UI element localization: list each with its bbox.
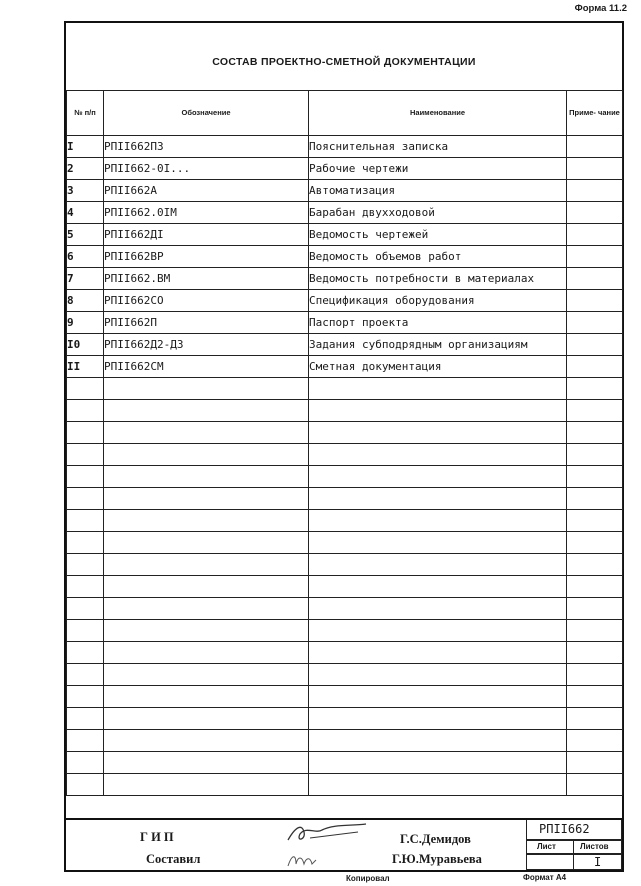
row-note xyxy=(567,268,623,290)
empty-cell xyxy=(309,554,567,576)
row-code: РПII662СО xyxy=(104,290,309,312)
empty-cell xyxy=(567,510,623,532)
empty-cell xyxy=(67,576,104,598)
row-name: Барабан двухходовой xyxy=(309,202,567,224)
row-name: Сметная документация xyxy=(309,356,567,378)
row-code: РПII662Д2-Д3 xyxy=(104,334,309,356)
empty-cell xyxy=(567,620,623,642)
signature-gip xyxy=(282,820,372,846)
empty-cell xyxy=(67,708,104,730)
empty-row xyxy=(67,378,623,400)
documents-table xyxy=(66,90,623,796)
empty-cell xyxy=(309,642,567,664)
row-name: Ведомость потребности в материалах xyxy=(309,268,567,290)
empty-cell xyxy=(104,488,309,510)
empty-cell xyxy=(67,642,104,664)
empty-cell xyxy=(67,620,104,642)
sheets-label-box xyxy=(573,840,622,854)
signature-compiled xyxy=(284,850,324,872)
empty-cell xyxy=(104,620,309,642)
empty-row xyxy=(67,510,623,532)
empty-cell xyxy=(567,576,623,598)
empty-cell xyxy=(567,730,623,752)
empty-cell xyxy=(104,708,309,730)
empty-row xyxy=(67,620,623,642)
row-code: РПII662П xyxy=(104,312,309,334)
empty-cell xyxy=(67,554,104,576)
row-note xyxy=(567,158,623,180)
table-row xyxy=(67,334,623,356)
row-name: Ведомость чертежей xyxy=(309,224,567,246)
empty-cell xyxy=(67,774,104,796)
empty-cell xyxy=(67,466,104,488)
empty-row xyxy=(67,400,623,422)
header-note: Приме- чание xyxy=(567,91,623,136)
empty-cell xyxy=(309,466,567,488)
row-code: РПII662ВР xyxy=(104,246,309,268)
header-designation: Обозначение xyxy=(104,91,309,136)
empty-cell xyxy=(309,378,567,400)
row-num: 8 xyxy=(67,290,104,312)
empty-row xyxy=(67,752,623,774)
empty-cell xyxy=(67,510,104,532)
empty-cell xyxy=(104,422,309,444)
row-num: 9 xyxy=(67,312,104,334)
row-note xyxy=(567,136,623,158)
empty-cell xyxy=(67,400,104,422)
empty-cell xyxy=(567,598,623,620)
empty-row xyxy=(67,708,623,730)
empty-row xyxy=(67,730,623,752)
table-row xyxy=(67,180,623,202)
row-note xyxy=(567,312,623,334)
row-code: РПII662ДI xyxy=(104,224,309,246)
copied-label: Копировал xyxy=(346,874,390,883)
header-name: Наименование xyxy=(309,91,567,136)
row-num: 6 xyxy=(67,246,104,268)
form-label: Форма 11.2 xyxy=(574,3,627,14)
row-note xyxy=(567,356,623,378)
sheets-label: Листов xyxy=(580,842,609,851)
empty-cell xyxy=(567,664,623,686)
empty-cell xyxy=(309,730,567,752)
empty-cell xyxy=(309,444,567,466)
table-row xyxy=(67,136,623,158)
empty-cell xyxy=(567,774,623,796)
empty-cell xyxy=(309,620,567,642)
empty-cell xyxy=(67,730,104,752)
empty-row xyxy=(67,686,623,708)
row-num: 2 xyxy=(67,158,104,180)
sheet-label-box xyxy=(526,840,574,854)
empty-row xyxy=(67,532,623,554)
row-note xyxy=(567,224,623,246)
empty-cell xyxy=(104,752,309,774)
row-num: 3 xyxy=(67,180,104,202)
person-compiled: Г.Ю.Муравьева xyxy=(392,852,482,866)
table-row xyxy=(67,312,623,334)
row-num: I xyxy=(67,136,104,158)
empty-cell xyxy=(567,708,623,730)
empty-cell xyxy=(567,554,623,576)
row-name: Паспорт проекта xyxy=(309,312,567,334)
row-name: Автоматизация xyxy=(309,180,567,202)
table-row xyxy=(67,356,623,378)
row-name: Спецификация оборудования xyxy=(309,290,567,312)
header-num: № п/п xyxy=(67,91,104,136)
empty-cell xyxy=(309,488,567,510)
row-note xyxy=(567,246,623,268)
sheets-value-box xyxy=(573,854,622,870)
empty-cell xyxy=(567,642,623,664)
table-row xyxy=(67,268,623,290)
empty-row xyxy=(67,488,623,510)
row-name: Ведомость объемов работ xyxy=(309,246,567,268)
empty-cell xyxy=(67,444,104,466)
empty-cell xyxy=(567,422,623,444)
row-num: 7 xyxy=(67,268,104,290)
empty-cell xyxy=(104,730,309,752)
empty-row xyxy=(67,466,623,488)
table-row xyxy=(67,158,623,180)
empty-cell xyxy=(309,532,567,554)
row-code: РПII662.0IМ xyxy=(104,202,309,224)
empty-cell xyxy=(104,444,309,466)
empty-row xyxy=(67,422,623,444)
empty-cell xyxy=(104,554,309,576)
empty-cell xyxy=(309,664,567,686)
empty-cell xyxy=(104,774,309,796)
empty-cell xyxy=(104,378,309,400)
empty-row xyxy=(67,554,623,576)
empty-cell xyxy=(67,664,104,686)
table-row xyxy=(67,246,623,268)
empty-cell xyxy=(104,400,309,422)
empty-row xyxy=(67,576,623,598)
empty-cell xyxy=(104,576,309,598)
sheet-label: Лист xyxy=(537,842,556,851)
empty-cell xyxy=(67,422,104,444)
row-num: 5 xyxy=(67,224,104,246)
sheet-value-box xyxy=(526,854,574,870)
empty-cell xyxy=(309,708,567,730)
document-title: СОСТАВ ПРОЕКТНО-СМЕТНОЙ ДОКУМЕНТАЦИИ xyxy=(212,56,476,68)
empty-cell xyxy=(67,598,104,620)
empty-cell xyxy=(67,532,104,554)
role-compiled: Составил xyxy=(146,852,201,866)
empty-cell xyxy=(67,378,104,400)
empty-row xyxy=(67,598,623,620)
doc-code: РПII662 xyxy=(539,822,590,836)
row-num: I0 xyxy=(67,334,104,356)
empty-cell xyxy=(104,598,309,620)
row-note xyxy=(567,202,623,224)
empty-row xyxy=(67,774,623,796)
table-row xyxy=(67,290,623,312)
table-row xyxy=(67,224,623,246)
empty-cell xyxy=(67,686,104,708)
empty-cell xyxy=(309,686,567,708)
format-label: Формат А4 xyxy=(523,873,567,882)
empty-cell xyxy=(67,488,104,510)
empty-cell xyxy=(567,444,623,466)
empty-cell xyxy=(309,422,567,444)
empty-cell xyxy=(567,686,623,708)
empty-cell xyxy=(104,510,309,532)
empty-cell xyxy=(104,642,309,664)
row-num: II xyxy=(67,356,104,378)
row-name: Задания субподрядным организациям xyxy=(309,334,567,356)
table-body xyxy=(67,136,623,796)
person-gip: Г.С.Демидов xyxy=(400,832,471,846)
row-code: РПII662А xyxy=(104,180,309,202)
empty-cell xyxy=(67,752,104,774)
row-code: РПII662ПЗ xyxy=(104,136,309,158)
row-code: РПII662-0I... xyxy=(104,158,309,180)
empty-row xyxy=(67,642,623,664)
row-note xyxy=(567,334,623,356)
empty-cell xyxy=(567,488,623,510)
empty-cell xyxy=(309,400,567,422)
empty-cell xyxy=(104,686,309,708)
empty-cell xyxy=(567,378,623,400)
table-header-row xyxy=(67,91,623,136)
table-row xyxy=(67,202,623,224)
empty-cell xyxy=(309,598,567,620)
row-name: Рабочие чертежи xyxy=(309,158,567,180)
empty-cell xyxy=(104,532,309,554)
empty-cell xyxy=(567,400,623,422)
empty-cell xyxy=(567,466,623,488)
row-note xyxy=(567,180,623,202)
doc-code-box xyxy=(526,820,622,840)
empty-cell xyxy=(567,752,623,774)
row-code: РПII662.ВМ xyxy=(104,268,309,290)
row-code: РПII662СМ xyxy=(104,356,309,378)
empty-cell xyxy=(104,466,309,488)
row-num: 4 xyxy=(67,202,104,224)
empty-row xyxy=(67,664,623,686)
sheets-value: I xyxy=(594,855,602,869)
title-block xyxy=(66,818,622,872)
empty-cell xyxy=(309,774,567,796)
row-name: Пояснительная записка xyxy=(309,136,567,158)
empty-row xyxy=(67,444,623,466)
empty-cell xyxy=(309,510,567,532)
empty-cell xyxy=(309,576,567,598)
role-gip: Г И П xyxy=(140,830,174,844)
row-note xyxy=(567,290,623,312)
empty-cell xyxy=(567,532,623,554)
empty-cell xyxy=(309,752,567,774)
empty-cell xyxy=(104,664,309,686)
